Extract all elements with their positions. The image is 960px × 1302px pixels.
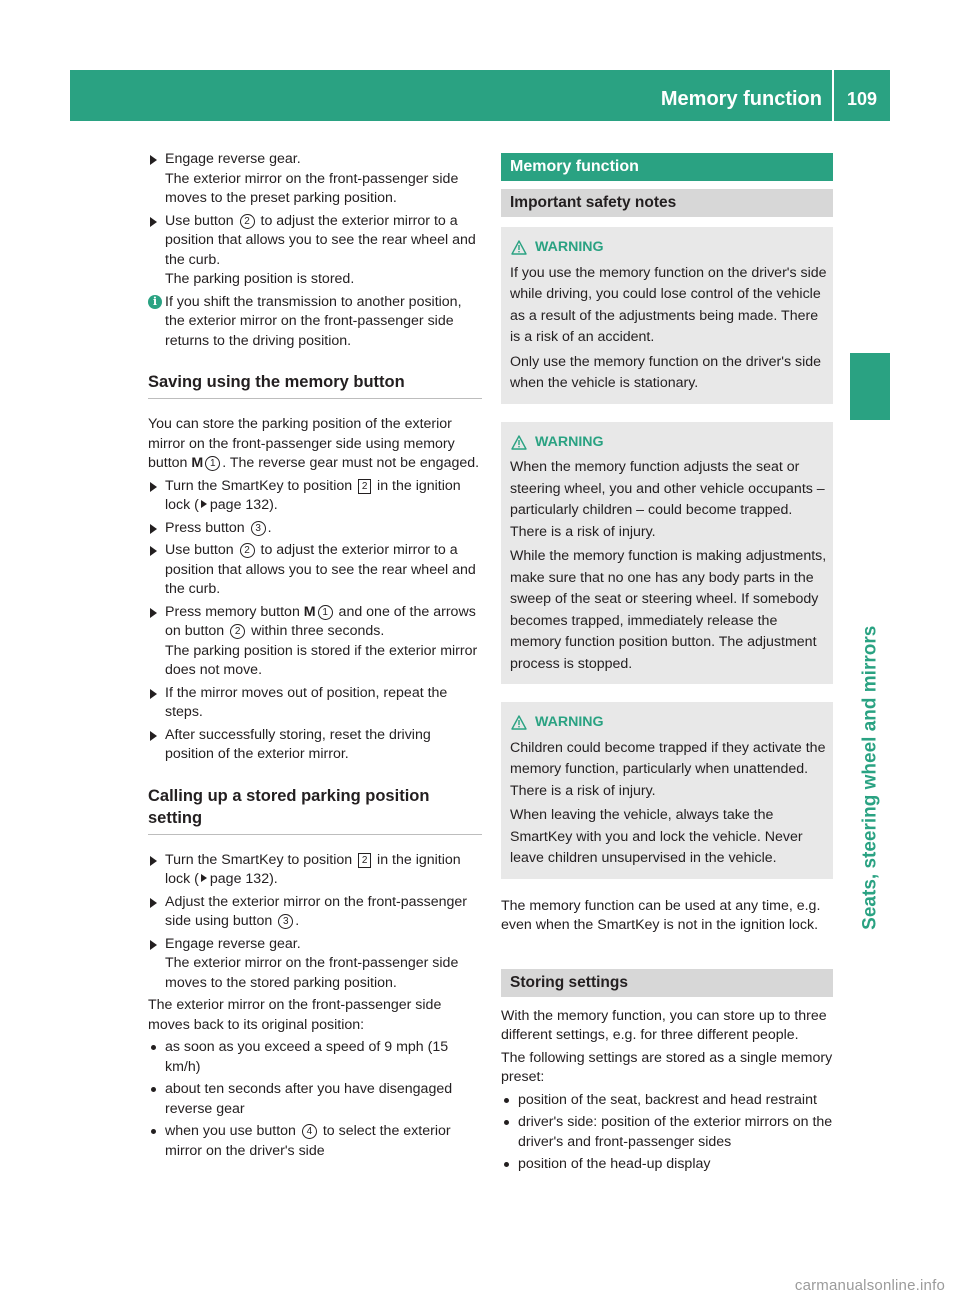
page-reference[interactable]: page 132). <box>209 871 278 887</box>
list-text: to select the exterior mirror on the driver's side <box>165 1123 451 1159</box>
step-result: The exterior mirror on the front-passenger side moves to the stored parking position. <box>165 955 459 991</box>
saving-paragraph <box>148 415 482 474</box>
key-position-symbol: 2 <box>358 853 371 868</box>
watermark: carmanualsonline.info <box>794 1277 945 1294</box>
step-text: Use button <box>165 212 238 229</box>
step-result: The parking position is stored if the exterior mirror does not move. <box>165 642 478 678</box>
warning-text: Only use the memory function on the driver's side when the vehicle is stationary. <box>510 353 822 391</box>
button-2-symbol: 2 <box>240 214 255 229</box>
warning-label: WARNING <box>535 433 604 450</box>
para-text: You can store the parking position of the exterior mirror on the front-passenger side using memory button <box>148 416 455 471</box>
warning-text: When the memory function adjusts the seat or steering wheel, you and other vehicle occupants – particularly children – could become trapped. There is a risk of injury. <box>510 459 825 540</box>
step-repeat: If the mirror moves out of position, repeat the steps. <box>148 684 482 723</box>
page-title: Memory function <box>660 88 822 110</box>
step-text: to adjust the exterior mirror to a position that allows you to see the rear wheel and the curb. <box>165 212 476 268</box>
list-item: driver's side: position of the exterior mirrors on the driver's and front-passenger sides <box>501 1113 833 1152</box>
memory-button-symbol: M <box>303 603 316 620</box>
subsection-band-storing: Storing settings <box>501 969 833 997</box>
step-turn-key-2 <box>148 851 482 890</box>
step-use-button <box>148 212 482 290</box>
step-text: Adjust the exterior mirror on the front-passenger side using button <box>165 893 468 929</box>
list-item: as soon as you exceed a speed of 9 mph (15 km/h) <box>148 1038 482 1077</box>
step-adjust-front <box>148 893 482 932</box>
step-engage-reverse <box>148 150 482 209</box>
step-result: The parking position is stored. <box>165 271 355 287</box>
step-text: Turn the SmartKey to position <box>165 477 357 494</box>
warning-header <box>510 238 829 258</box>
side-tab-block <box>850 353 890 420</box>
step-engage-reverse-2 <box>148 935 482 994</box>
warning-box <box>501 227 833 404</box>
warning-box <box>501 702 833 879</box>
list-item: about ten seconds after you have disengaged reverse gear <box>148 1080 482 1119</box>
section-gap <box>501 939 833 969</box>
button-3-symbol: 3 <box>278 914 293 929</box>
warning-label: WARNING <box>535 714 604 730</box>
warning-text: If you use the memory function on the driver's side while driving, you could lose control of the vehicle as a result of the adjustments being made. There is a risk of an accident. <box>510 264 827 345</box>
side-tab <box>850 428 890 1128</box>
warning-text: While the memory function is making adjustments, make sure that no one has any body parts in the sweep of the seat or steering wheel. If somebody becomes trapped, immediately release the memory function position button. The adjustment process is stopped. <box>510 548 827 672</box>
step-text: Press button <box>165 519 249 536</box>
step-text: Turn the SmartKey to position <box>165 851 357 868</box>
step-press-memory <box>148 603 482 681</box>
heading-calling: Calling up a stored parking position setting <box>148 785 482 835</box>
warning-box <box>501 422 833 685</box>
button-2-symbol: 2 <box>240 543 255 558</box>
warning-triangle-icon <box>511 715 527 730</box>
memory-button-symbol: M <box>191 455 204 471</box>
info-note <box>148 293 482 352</box>
page-ref-icon <box>201 500 207 508</box>
warning-triangle-icon <box>511 435 527 450</box>
storing-paragraph: The following settings are stored as a single memory preset: <box>501 1049 833 1085</box>
warning-header <box>510 433 829 453</box>
info-icon: i <box>148 295 162 309</box>
step-text: Press memory button <box>165 603 304 620</box>
warning-label: WARNING <box>535 239 604 255</box>
step-reset-position: After successfully storing, reset the driving position of the exterior mirror. <box>148 726 482 765</box>
button-1-symbol: 1 <box>318 605 333 620</box>
warning-text: Children could become trapped if they activate the memory function, particularly when unattended. There is a risk of injury. <box>510 739 826 799</box>
para-text: . The reverse gear must not be engaged. <box>222 455 480 471</box>
return-paragraph: The exterior mirror on the front-passenger side moves back to its original position: <box>148 997 442 1033</box>
storing-paragraph: With the memory function, you can store up to three different settings, e.g. for three different people. <box>501 1007 827 1043</box>
warning-triangle-icon <box>511 240 527 255</box>
side-tab-label: Seats, steering wheel and mirrors <box>859 625 881 931</box>
step-text: Use button <box>165 542 238 558</box>
step-press-button <box>148 519 482 539</box>
step-text: in the ignition lock ( <box>165 477 461 513</box>
anytime-paragraph: The memory function can be used at any time, e.g. even when the SmartKey is not in the ignition lock. <box>501 897 821 933</box>
section-title-band: Memory function <box>501 153 833 181</box>
list-item <box>148 1122 482 1161</box>
warning-text: When leaving the vehicle, always take the SmartKey with you and lock the vehicle. Never leave children unsupervised in the vehicle. <box>510 807 803 866</box>
step-text: and one of the arrows on button <box>165 603 476 639</box>
step-text: . <box>267 519 272 536</box>
step-text: Engage reverse gear. <box>165 151 301 167</box>
right-column <box>501 153 833 1178</box>
page-reference[interactable]: page 132). <box>209 497 278 513</box>
step-result: The exterior mirror on the front-passenger side moves to the preset parking position. <box>165 170 459 206</box>
button-3-symbol: 3 <box>251 521 266 536</box>
button-4-symbol: 4 <box>302 1124 317 1139</box>
page-ref-icon <box>201 874 207 882</box>
list-item: position of the head-up display <box>501 1155 833 1175</box>
heading-saving: Saving using the memory button <box>148 371 482 399</box>
key-position-symbol: 2 <box>358 479 371 494</box>
step-adjust-mirror <box>148 541 482 600</box>
step-text: Engage reverse gear. <box>165 935 301 952</box>
step-text: . <box>295 913 300 929</box>
step-text: within three seconds. <box>247 623 385 639</box>
button-1-symbol: 1 <box>205 456 220 471</box>
step-turn-key <box>148 477 482 516</box>
step-text: to adjust the exterior mirror to a position that allows you to see the rear wheel and the curb. <box>165 542 476 597</box>
left-column <box>148 150 482 1164</box>
list-item: position of the seat, backrest and head restraint <box>501 1091 833 1111</box>
list-text: when you use button <box>165 1123 300 1139</box>
subsection-band-safety: Important safety notes <box>501 189 833 217</box>
page-number: 109 <box>846 89 878 109</box>
info-text: If you shift the transmission to another position, the exterior mirror on the front-passenger side returns to the driving position. <box>165 293 462 349</box>
step-text: in the ignition lock ( <box>165 851 461 887</box>
button-2-symbol: 2 <box>230 624 245 639</box>
warning-header <box>510 713 829 733</box>
